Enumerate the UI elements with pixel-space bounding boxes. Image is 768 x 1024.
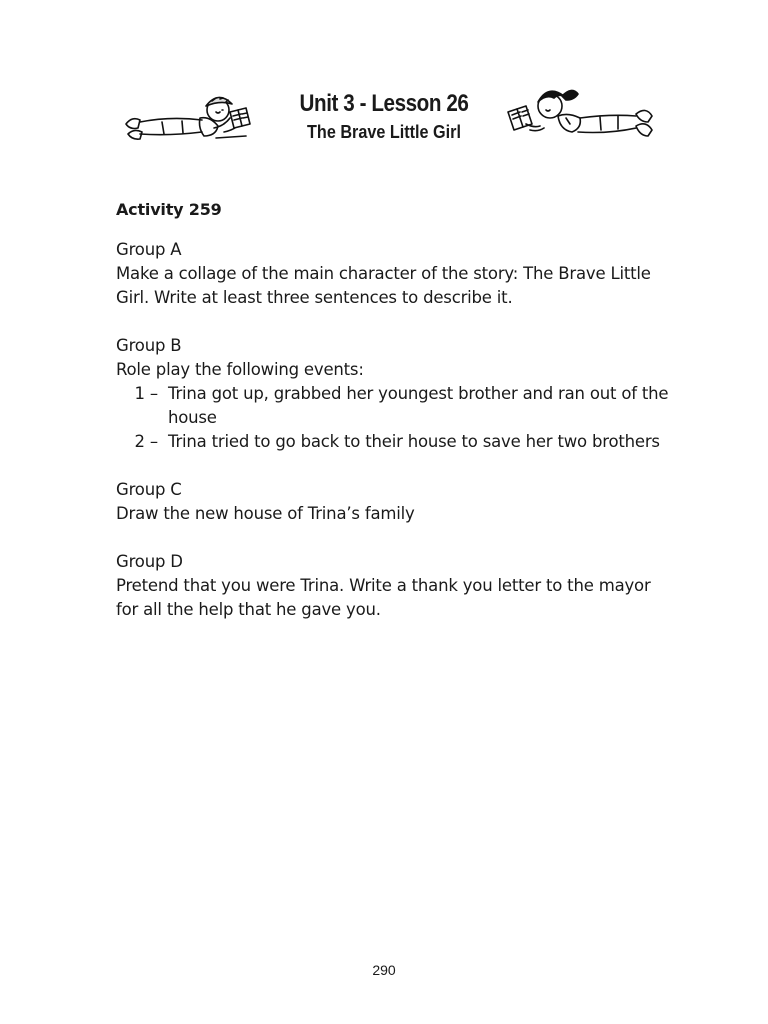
list-item	[116, 382, 676, 430]
page-subtitle: The Brave Little Girl	[307, 122, 461, 142]
group-d-section	[116, 550, 676, 622]
event-text: Trina tried to go back to their house to save her two brothers	[168, 432, 660, 451]
list-item	[116, 430, 676, 454]
group-b-section	[116, 334, 676, 454]
event-text: Trina got up, grabbed her youngest brother and ran out of the house	[168, 384, 669, 427]
group-a-text: Make a collage of the main character of the story: The Brave Little Girl. Write at least three sentences to describe it.	[116, 264, 651, 307]
event-number: 2 –	[134, 432, 158, 451]
girl-reading-icon	[500, 84, 658, 144]
lesson-header	[0, 84, 768, 164]
group-c-label: Group C	[116, 480, 182, 499]
page-number: 290	[372, 962, 396, 978]
event-number: 1 –	[134, 384, 158, 403]
activity-label: Activity 259	[116, 200, 222, 219]
group-a-label: Group A	[116, 240, 182, 259]
group-b-intro: Role play the following events:	[116, 360, 364, 379]
group-b-label: Group B	[116, 336, 182, 355]
activity-content	[116, 198, 676, 622]
group-d-label: Group D	[116, 552, 183, 571]
group-c-section	[116, 478, 676, 526]
group-d-text: Pretend that you were Trina. Write a thank you letter to the mayor for all the help that he gave you.	[116, 576, 651, 619]
group-a-section	[116, 238, 676, 310]
group-c-text: Draw the new house of Trina’s family	[116, 504, 415, 523]
page-title: Unit 3 - Lesson 26	[299, 90, 469, 117]
